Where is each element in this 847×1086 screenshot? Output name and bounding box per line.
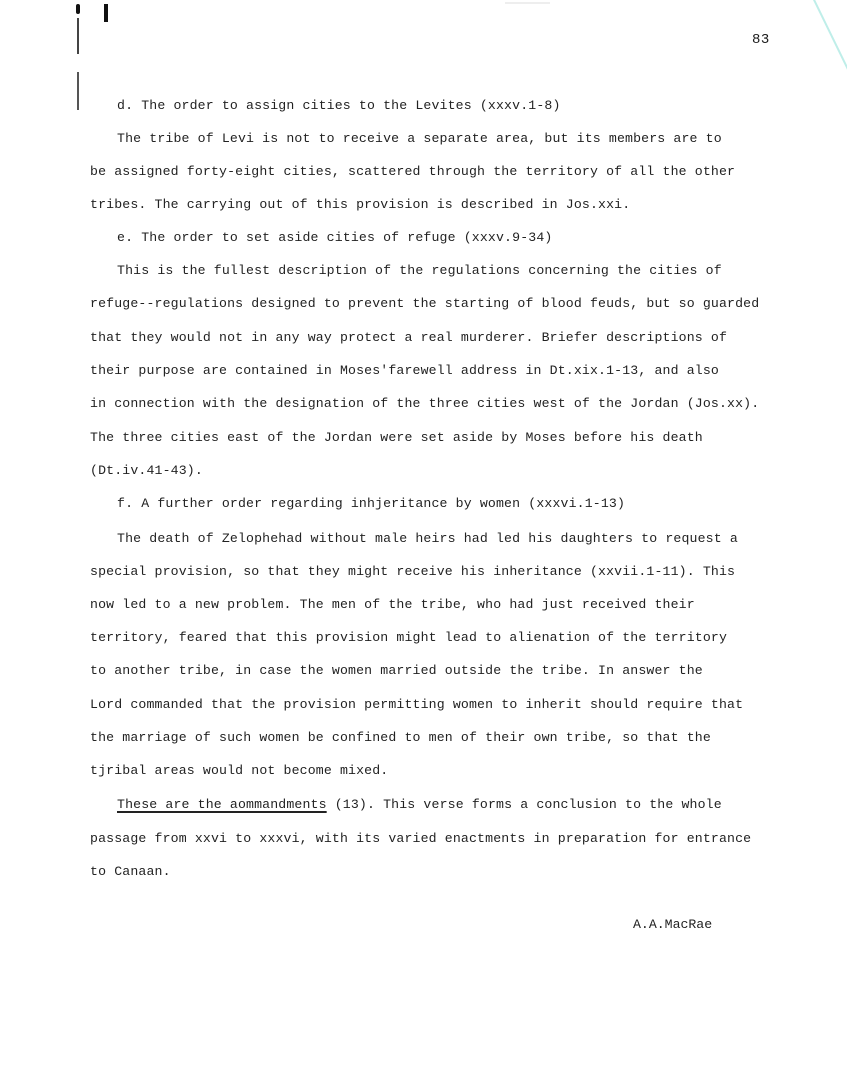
paragraph-line: their purpose are contained in Moses'farewell address in Dt.xix.1-13, and also xyxy=(90,363,719,378)
conclusion-text: (13). This verse forms a conclusion to the whole xyxy=(326,797,722,812)
paragraph-line: (Dt.iv.41-43). xyxy=(90,463,203,478)
paragraph-line: now led to a new problem. The men of the tribe, who had just received their xyxy=(90,597,695,612)
paragraph-line: Lord commanded that the provision permitting women to inherit should require that xyxy=(90,697,744,712)
paragraph-line: special provision, so that they might receive his inheritance (xxvii.1-11). This xyxy=(90,564,736,579)
page-number: 83 xyxy=(752,32,770,48)
paragraph-line: The tribe of Levi is not to receive a separate area, but its members are to xyxy=(117,131,722,146)
scan-edge-artifact xyxy=(813,0,847,85)
binding-mark xyxy=(77,18,79,54)
underlined-quote: These are the aommandments xyxy=(117,797,327,812)
paragraph-line: This is the fullest description of the regulations concerning the cities of xyxy=(117,263,722,278)
paragraph-line: refuge--regulations designed to prevent the starting of blood feuds, but so guarded xyxy=(90,296,760,311)
paragraph-line: The death of Zelophehad without male heirs had led his daughters to request a xyxy=(117,531,738,546)
binding-mark xyxy=(77,72,79,110)
paragraph-line: tribes. The carrying out of this provision is described in Jos.xxi. xyxy=(90,197,631,212)
paragraph-line: The three cities east of the Jordan were set aside by Moses before his death xyxy=(90,430,703,445)
paragraph-line: the marriage of such women be confined to men of their own tribe, so that the xyxy=(90,730,711,745)
binding-mark xyxy=(76,4,80,14)
author-signature: A.A.MacRae xyxy=(633,917,713,932)
paragraph-line: tjribal areas would not become mixed. xyxy=(90,763,389,778)
section-heading-e: e. The order to set aside cities of refuge (xxxv.9-34) xyxy=(117,230,553,245)
paragraph-line: to Canaan. xyxy=(90,864,171,879)
section-heading-d: d. The order to assign cities to the Levites (xxxv.1-8) xyxy=(117,98,561,113)
binding-mark xyxy=(104,4,108,22)
scan-smudge xyxy=(505,2,550,4)
paragraph-line: that they would not in any way protect a real murderer. Briefer descriptions of xyxy=(90,330,728,345)
paragraph-line: passage from xxvi to xxxvi, with its varied enactments in preparation for entrance xyxy=(90,831,752,846)
paragraph-line: be assigned forty-eight cities, scattered through the territory of all the other xyxy=(90,164,736,179)
paragraph-line: territory, feared that this provision might lead to alienation of the territory xyxy=(90,630,728,645)
paragraph-line: in connection with the designation of the three cities west of the Jordan (Jos.xx). xyxy=(90,396,760,411)
conclusion-line xyxy=(117,797,722,812)
paragraph-line: to another tribe, in case the women married outside the tribe. In answer the xyxy=(90,663,703,678)
section-heading-f: f. A further order regarding inhjeritance by women (xxxvi.1-13) xyxy=(117,496,626,511)
